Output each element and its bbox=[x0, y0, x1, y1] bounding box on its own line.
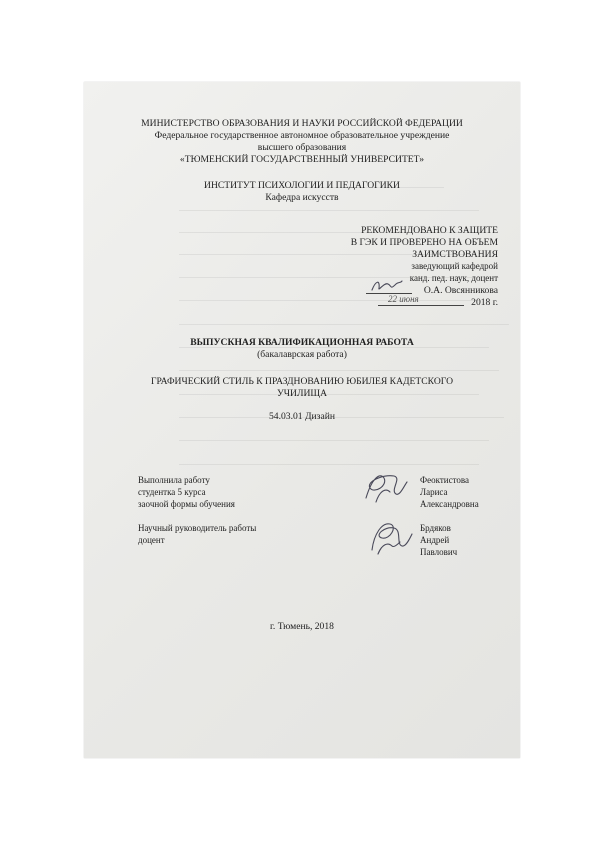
supervisor-label-1: Научный руководитель работы bbox=[138, 523, 257, 533]
approval-line-2: В ГЭК И ПРОВЕРЕНО НА ОБЪЕМ bbox=[350, 237, 498, 248]
specialty-code: 54.03.01 Дизайн bbox=[269, 411, 335, 422]
department-name: Кафедра искусств bbox=[265, 192, 339, 203]
author-label-3: заочной формы обучения bbox=[138, 499, 235, 509]
approver-position: заведующий кафедрой bbox=[411, 261, 498, 271]
institution-type-line: Федеральное государственное автономное образовательное учреждение bbox=[154, 130, 450, 141]
topic-line-2: УЧИЛИЩА bbox=[277, 388, 327, 399]
approver-name: О.А. Овсянникова bbox=[423, 285, 498, 296]
city-year: г. Тюмень, 2018 bbox=[270, 621, 334, 632]
topic-line-1: ГРАФИЧЕСКИЙ СТИЛЬ К ПРАЗДНОВАНИЮ ЮБИЛЕЯ КАДЕТСКОГО bbox=[151, 376, 453, 387]
supervisor-name: Андрей bbox=[420, 535, 450, 545]
author-name: Лариса bbox=[420, 487, 448, 497]
approval-line-1: РЕКОМЕНДОВАНО К ЗАЩИТЕ bbox=[361, 225, 498, 236]
supervisor-patronymic: Павлович bbox=[420, 547, 458, 557]
ministry-line: МИНИСТЕРСТВО ОБРАЗОВАНИЯ И НАУКИ РОССИЙСКОЙ ФЕДЕРАЦИИ bbox=[141, 118, 463, 129]
author-surname: Феоктистова bbox=[420, 475, 470, 485]
supervisor-signature-image bbox=[364, 514, 414, 558]
education-level-line: высшего образования bbox=[257, 142, 347, 153]
handwritten-date: 22 июня bbox=[388, 294, 419, 304]
supervisor-surname: Брдяков bbox=[420, 523, 451, 533]
approval-year: 2018 г. bbox=[471, 297, 498, 308]
work-subtype: (бакалаврская работа) bbox=[257, 349, 347, 360]
author-label-1: Выполнила работу bbox=[138, 475, 210, 485]
university-line: «ТЮМЕНСКИЙ ГОСУДАРСТВЕННЫЙ УНИВЕРСИТЕТ» bbox=[179, 154, 425, 165]
scanned-title-page bbox=[84, 82, 520, 758]
approver-signature-image bbox=[370, 278, 404, 294]
author-patronymic: Александровна bbox=[420, 499, 479, 509]
approval-line-3: ЗАИМСТВОВАНИЯ bbox=[412, 249, 498, 260]
approver-degree: канд. пед. наук, доцент bbox=[409, 273, 498, 283]
author-label-2: студентка 5 курса bbox=[138, 487, 206, 497]
institute-name: ИНСТИТУТ ПСИХОЛОГИИ И ПЕДАГОГИКИ bbox=[204, 180, 400, 191]
work-type-title: ВЫПУСКНАЯ КВАЛИФИКАЦИОННАЯ РАБОТА bbox=[190, 337, 414, 348]
supervisor-label-2: доцент bbox=[138, 535, 165, 545]
author-signature-image bbox=[360, 468, 410, 506]
